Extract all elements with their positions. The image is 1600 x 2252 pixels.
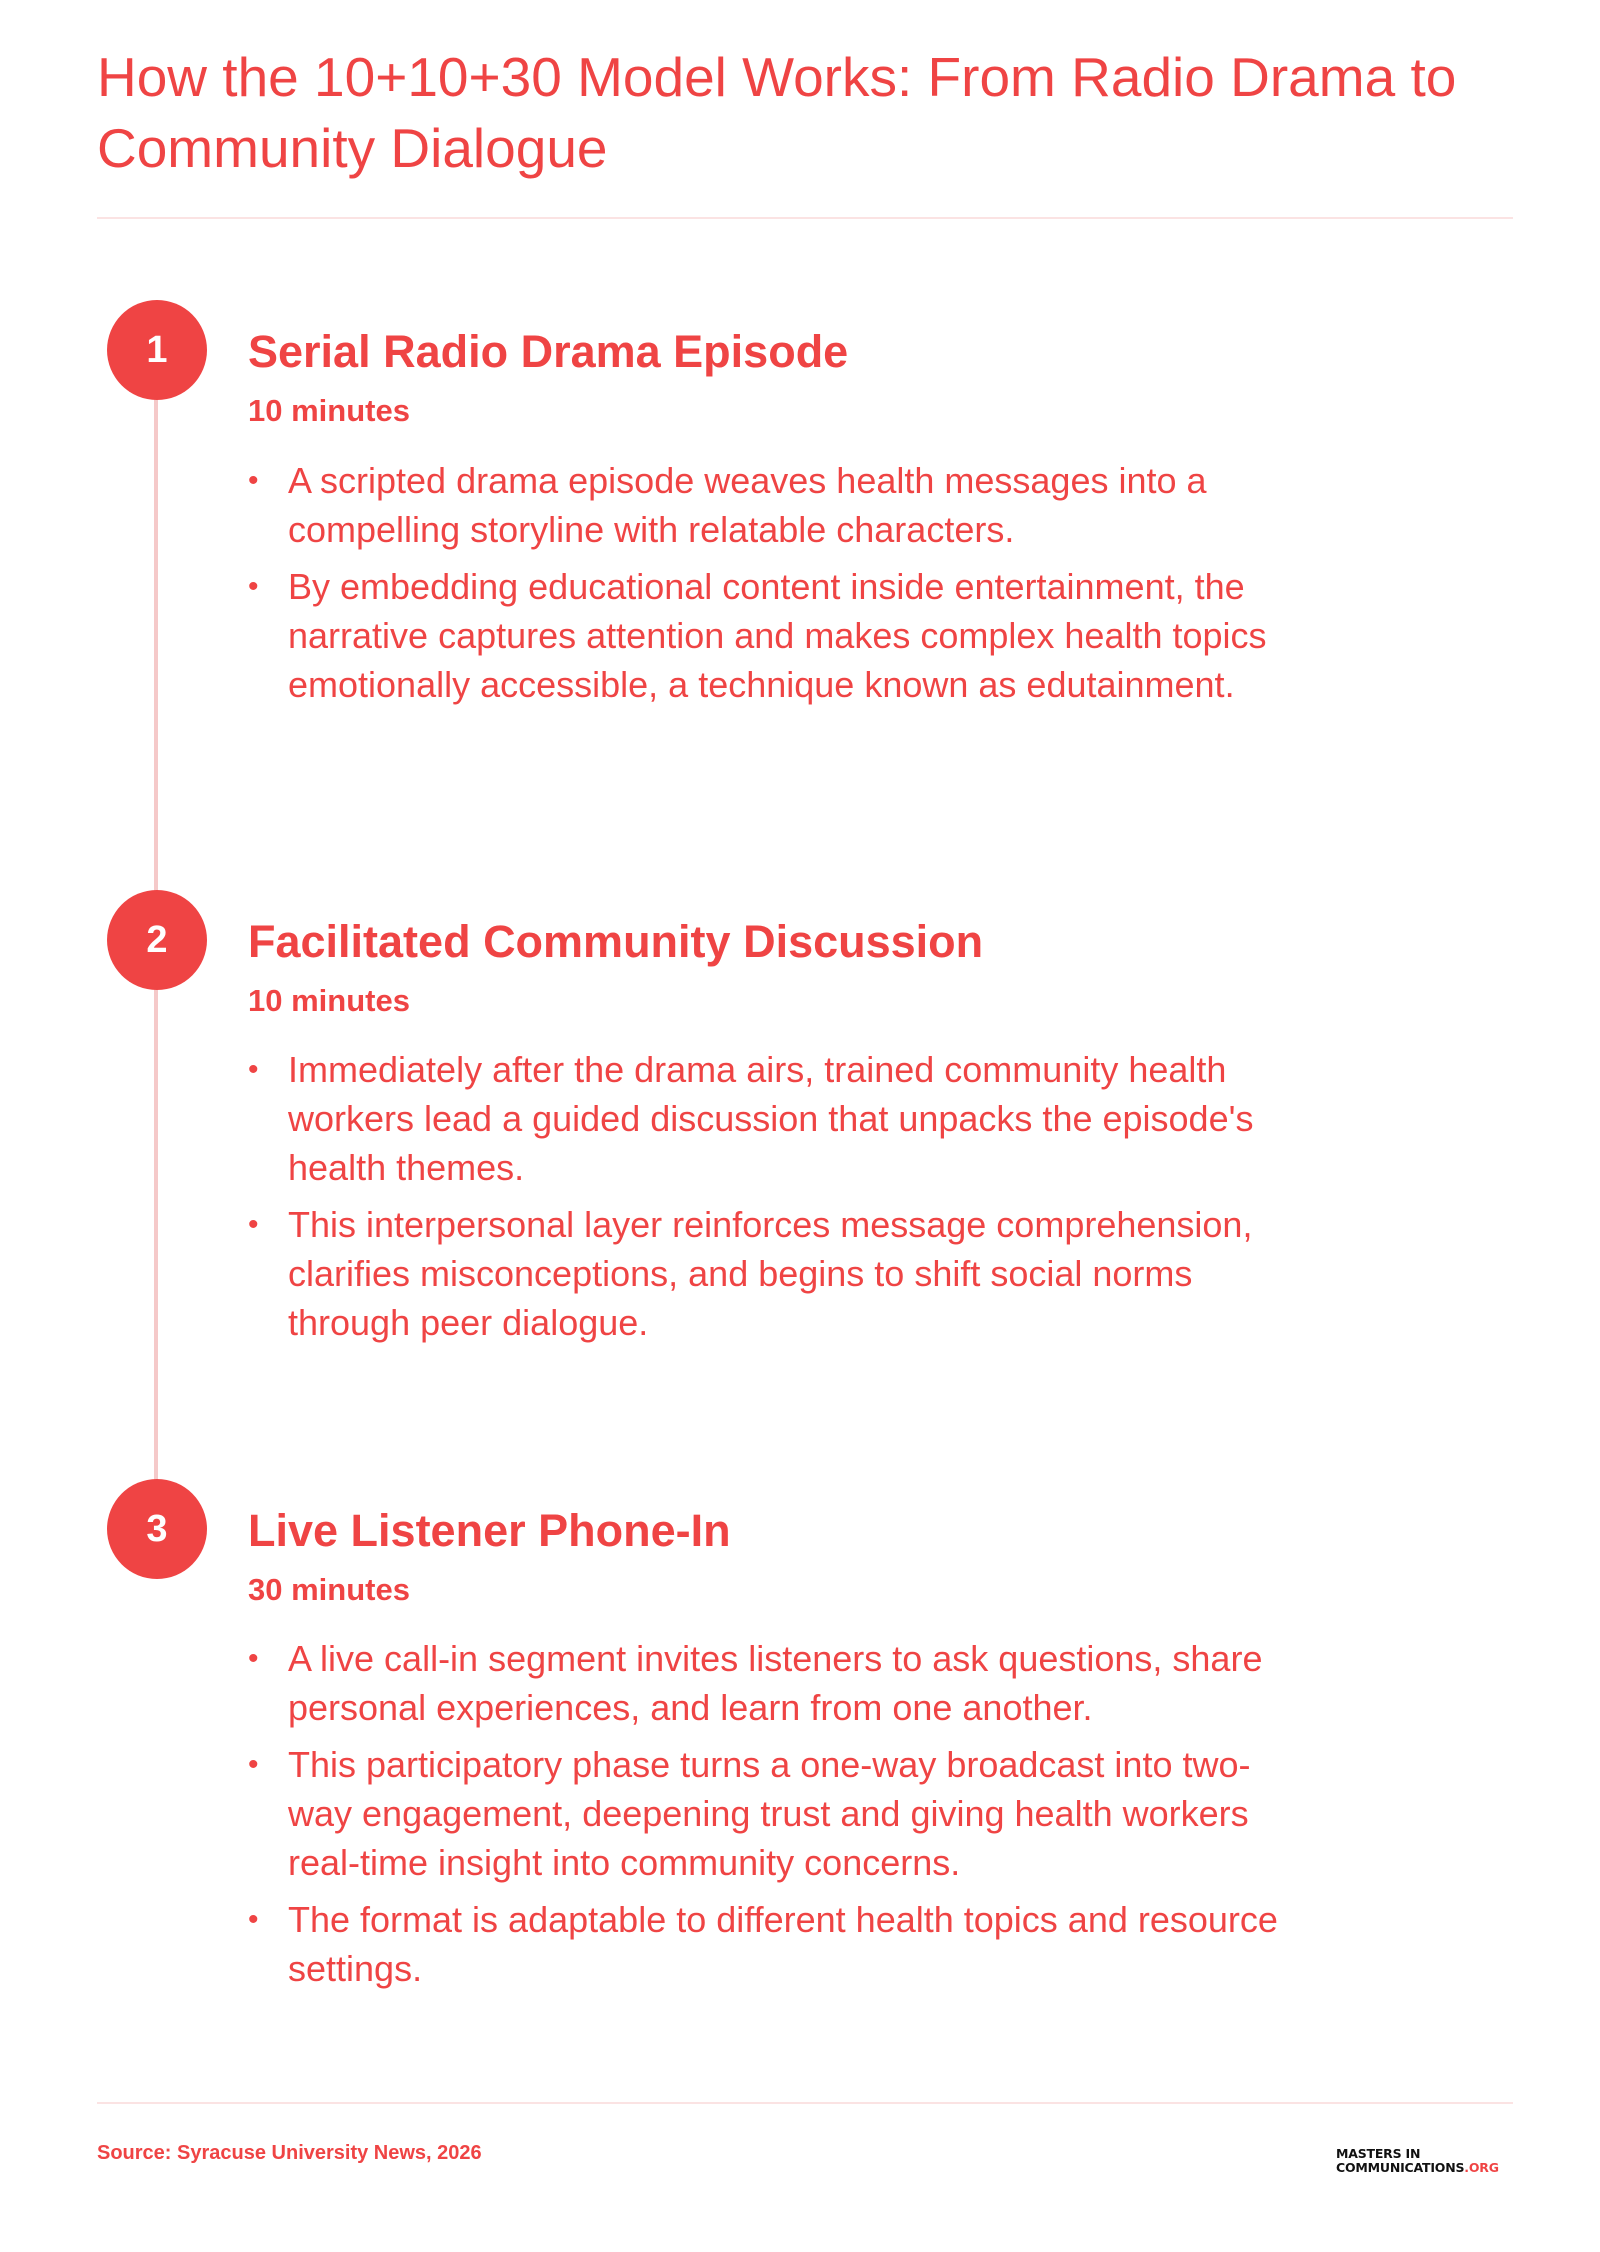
step-heading: Live Listener Phone-In <box>248 1505 731 1556</box>
bullet-text: This participatory phase turns a one-way broadcast into two-way engagement, deepening trust and giving health workers real-time insight into community concerns. <box>288 1744 1251 1883</box>
bullet-item <box>248 1740 1298 1887</box>
bullet-item <box>248 1045 1298 1192</box>
step-heading: Facilitated Community Discussion <box>248 916 984 967</box>
bullet-item <box>248 562 1298 709</box>
step-heading: Serial Radio Drama Episode <box>248 326 849 377</box>
header-divider <box>97 217 1513 219</box>
masters-in-communications-logo <box>1336 2147 1499 2175</box>
bullet-icon: • <box>248 464 259 497</box>
logo-wordmark: COMMUNICATIONS <box>1336 2160 1465 2175</box>
logo-line-1: MASTERS IN <box>1336 2146 1421 2161</box>
bullet-icon: • <box>248 1903 259 1936</box>
bullet-icon: • <box>248 1748 259 1781</box>
step-duration: 10 minutes <box>248 393 410 428</box>
bullet-text: A scripted drama episode weaves health messages into a compelling storyline with relatable characters. <box>288 460 1207 550</box>
bullet-text: The format is adaptable to different health topics and resource settings. <box>288 1899 1278 1989</box>
bullet-icon: • <box>248 570 259 603</box>
bullet-item <box>248 1200 1298 1347</box>
step-duration: 10 minutes <box>248 983 410 1018</box>
bullet-icon: • <box>248 1642 259 1675</box>
step-bullet-list <box>248 456 1298 717</box>
bullet-item <box>248 1634 1298 1732</box>
step-bullet-list <box>248 1634 1298 2001</box>
bullet-text: Immediately after the drama airs, trained community health workers lead a guided discussion that unpacks the episode's health themes. <box>288 1049 1254 1188</box>
footer-divider <box>97 2102 1513 2104</box>
step-number-badge: 3 <box>107 1479 207 1579</box>
bullet-text: This interpersonal layer reinforces message comprehension, clarifies misconceptions, and begins to shift social norms through peer dialogue. <box>288 1204 1253 1343</box>
source-citation: Source: Syracuse University News, 2026 <box>97 2142 482 2164</box>
bullet-text: A live call-in segment invites listeners to ask questions, share personal experiences, and learn from one another. <box>288 1638 1263 1728</box>
bullet-item <box>248 456 1298 554</box>
page-title: How the 10+10+30 Model Works: From Radio Drama to Community Dialogue <box>97 46 1457 179</box>
step-duration: 30 minutes <box>248 1572 410 1607</box>
logo-line-2 <box>1336 2161 1499 2175</box>
bullet-item <box>248 1895 1298 1993</box>
step-bullet-list <box>248 1045 1298 1355</box>
bullet-icon: • <box>248 1053 259 1086</box>
logo-domain-suffix: .ORG <box>1464 2160 1499 2175</box>
bullet-icon: • <box>248 1208 259 1241</box>
step-number-badge: 2 <box>107 890 207 990</box>
step-number-badge: 1 <box>107 300 207 400</box>
bullet-text: By embedding educational content inside entertainment, the narrative captures attention and makes complex health topics emotionally accessible, a technique known as edutainment. <box>288 566 1267 705</box>
